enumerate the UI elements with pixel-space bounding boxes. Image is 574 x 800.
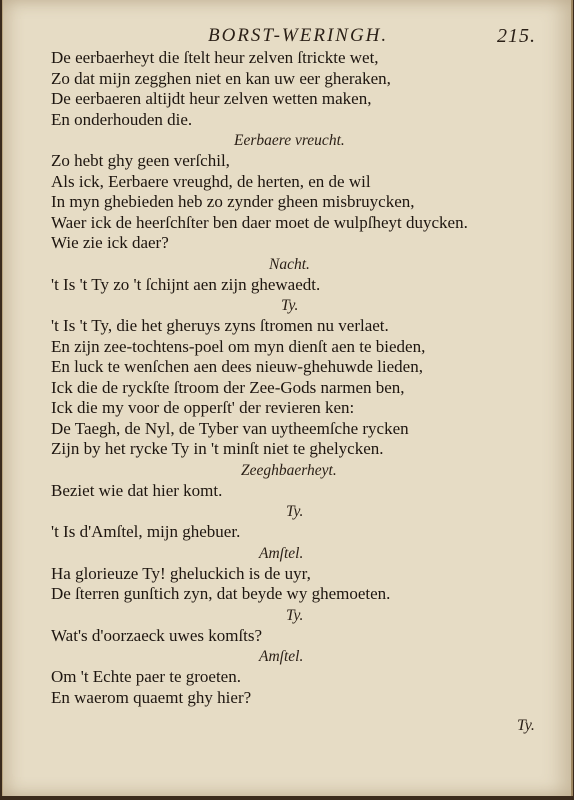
verse-line: In myn ghebieden heb zo zynder gheen misbruycken,: [51, 192, 415, 211]
verse-line: Om 't Echte paer te groeten.: [51, 667, 241, 686]
verse-line: De eerbaerheyt die ſtelt heur zelven ſtrickte wet,: [51, 48, 379, 67]
verse-line: 't Is 't Ty zo 't ſchijnt aen zijn ghewaedt.: [51, 274, 321, 294]
speaker-name: Eerbaere vreucht.: [234, 132, 345, 149]
book-page: [2, 0, 573, 796]
verse-line: De Taegh, de Nyl, de Tyber van uytheemſche rycken: [51, 418, 409, 438]
speaker-name: Ty.: [286, 606, 304, 624]
speaker-name: Zeeghbaerheyt.: [241, 461, 337, 479]
speaker-name: Nacht.: [269, 255, 310, 273]
page-header: [3, 20, 571, 50]
speaker-name: Ty.: [286, 503, 304, 520]
verse-line: Beziet wie dat hier komt.: [51, 480, 223, 500]
verse-line: Ick die my voor de opperſt' der revieren ken:: [51, 398, 355, 417]
verse-line: Ick die de ryckſte ſtroom der Zee-Gods narmen ben,: [51, 377, 405, 397]
catchword: Ty.: [517, 717, 535, 734]
verse-line: Als ick, Eerbaere vreughd, de herten, en de wil: [51, 171, 371, 191]
verse-line: En luck te wenſchen aen dees nieuw-ghehuwde lieden,: [51, 357, 423, 376]
speaker-name: Ty.: [281, 297, 299, 314]
verse-line: En zijn zee-tochtens-poel om myn dienſt aen te bieden,: [51, 336, 426, 356]
speaker-name: Amſtel.: [259, 648, 304, 665]
verse-line: 't Is d'Amſtel, mijn ghebuer.: [51, 522, 241, 541]
verse-line: En onderhouden die.: [51, 109, 193, 129]
verse-line: Wat's d'oorzaeck uwes komſts?: [51, 625, 263, 645]
verse-line: En waerom quaemt ghy hier?: [51, 687, 252, 707]
verse-line: Ha glorieuze Ty! gheluckich is de uyr,: [51, 563, 311, 583]
verse-line: Zijn by het rycke Ty in 't minſt niet te ghelycken.: [51, 439, 384, 458]
verse-text: [51, 48, 541, 708]
verse-line: De eerbaeren altijdt heur zelven wetten maken,: [51, 89, 372, 108]
speaker-name: Amſtel.: [259, 544, 304, 562]
verse-line: Wie zie ick daer?: [51, 233, 169, 252]
verse-line: Waer ick de heerſchſter ben daer moet de wulpſheyt duycken.: [51, 212, 468, 232]
verse-line: 't Is 't Ty, die het gheruys zyns ſtromen nu verlaet.: [51, 316, 389, 335]
verse-line: De ſterren gunſtich zyn, dat beyde wy ghemoeten.: [51, 584, 391, 603]
running-title: BORST-WERINGH.: [208, 25, 389, 46]
verse-line: Zo hebt ghy geen verſchil,: [51, 151, 230, 170]
page-number: 215.: [497, 25, 536, 47]
verse-line: Zo dat mijn zegghen niet en kan uw eer gheraken,: [51, 68, 391, 88]
